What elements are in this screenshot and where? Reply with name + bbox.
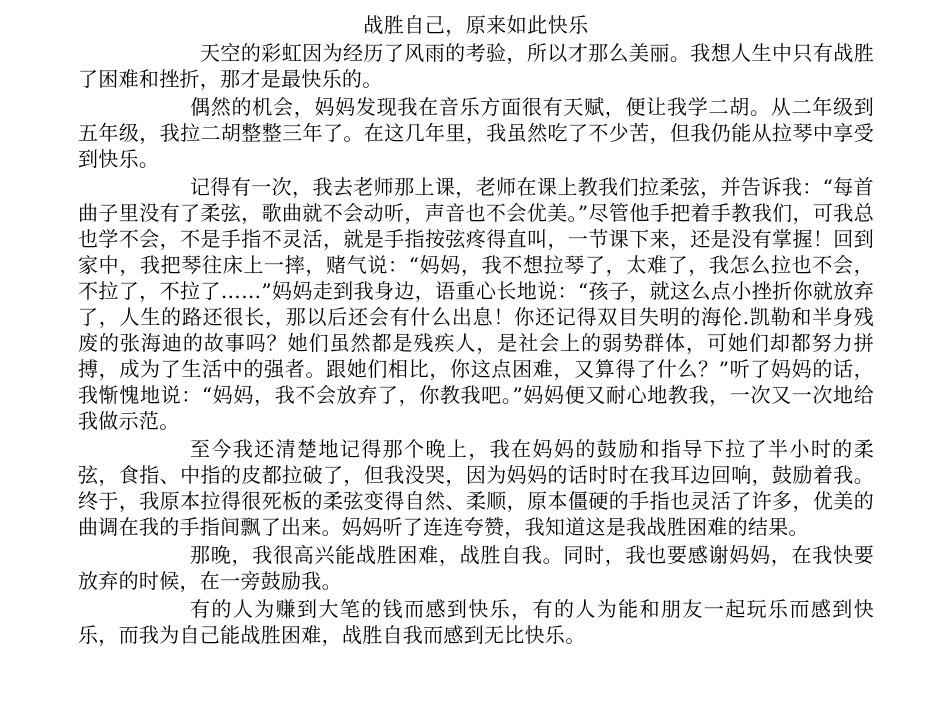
paragraph-erhu-talent: 偶然的机会，妈妈发现我在音乐方面很有天赋，便让我学二胡。从二年级到五年级，我拉二胡整整三年了。在这几年里，我虽然吃了不少苦，但我仍能从拉琴中享受到快乐。 (78, 95, 874, 171)
paragraph-vibrato-lesson: 记得有一次，我去老师那上课，老师在课上教我们拉柔弦，并告诉我：“每首曲子里没有了柔弦，歌曲就不会动听，声音也不会优美。”尽管他手把着手教我们，可我总也学不会，不是手指不灵活，就是手指按弦疼得直叫，一节课下来，还是没有掌握！回到家中，我把琴往床上一摔，赌气说：“妈妈，我不想拉琴了，太难了，我怎么拉也不会，不拉了，不拉了……”妈妈走到我身边，语重心长地说：“孩子，就这么点小挫折你就放弃了，人生的路还很长，那以后还会有什么出息！你还记得双目失明的海伦.凯勒和半身残废的张海迪的故事吗？她们虽然都是残疾人，是社会上的弱势群体，可她们却都努力拼搏，成为了生活中的强者。跟她们相比，你这点困难，又算得了什么？”听了妈妈的话，我惭愧地说：“妈妈，我不会放弃了，你教我吧。”妈妈便又耐心地教我，一次又一次地给我做示范。 (78, 175, 874, 433)
paragraph-that-night: 至今我还清楚地记得那个晚上，我在妈妈的鼓励和指导下拉了半小时的柔弦，食指、中指的皮都拉破了，但我没哭，因为妈妈的话时时在我耳边回响，鼓励着我。终于，我原本拉得很死板的柔弦变得自然、柔顺，原本僵硬的手指也灵活了许多，优美的曲调在我的手指间飘了出来。妈妈听了连连夸赞，我知道这是我战胜困难的结果。 (78, 437, 874, 539)
paragraph-conclusion: 有的人为赚到大笔的钱而感到快乐，有的人为能和朋友一起玩乐而感到快乐，而我为自己能战胜困难，战胜自我而感到无比快乐。 (78, 597, 874, 647)
paragraph-rainbow: 天空的彩虹因为经历了风雨的考验，所以才那么美丽。我想人生中只有战胜了困难和挫折，那才是最快乐的。 (78, 41, 874, 91)
document-title: 战胜自己，原来如此快乐 (363, 13, 589, 37)
document-page (78, 12, 874, 650)
paragraph-thanks-mom: 那晚，我很高兴能战胜困难，战胜自我。同时，我也要感谢妈妈，在我快要放弃的时候，在一旁鼓励我。 (78, 543, 874, 593)
